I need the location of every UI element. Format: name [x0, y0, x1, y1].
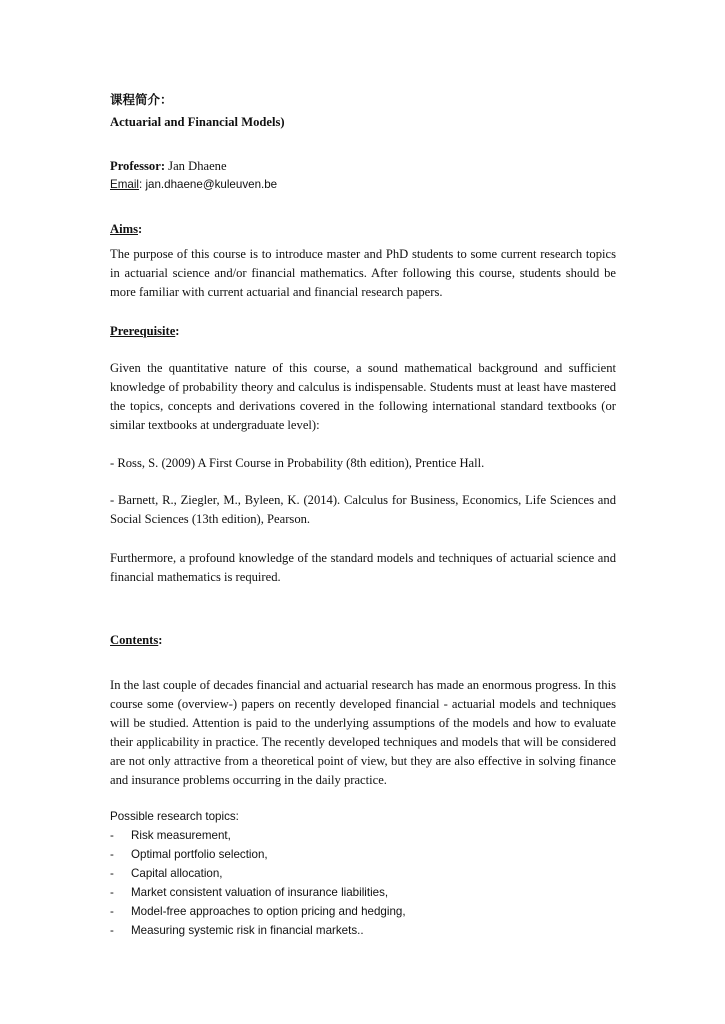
bullet-dash: -	[110, 848, 114, 861]
prerequisite-heading	[110, 322, 616, 341]
topic-text: Capital allocation,	[131, 867, 223, 880]
prerequisite-heading-text: Prerequisite	[110, 324, 176, 338]
list-item	[110, 902, 616, 921]
topic-text: Optimal portfolio selection,	[131, 848, 268, 861]
list-item	[110, 921, 616, 940]
aims-heading-colon: :	[138, 222, 143, 236]
research-topics-label: Possible research topics:	[110, 810, 239, 823]
topic-text: Model-free approaches to option pricing and hedging,	[131, 905, 406, 918]
topic-text: Market consistent valuation of insurance liabilities,	[131, 886, 389, 899]
bullet-dash: -	[110, 905, 114, 918]
contents-heading-text: Contents	[110, 633, 159, 647]
topic-text: Measuring systemic risk in financial markets..	[131, 924, 364, 937]
research-topics-list	[110, 826, 616, 940]
bullet-dash: -	[110, 924, 114, 937]
course-title: Actuarial and Financial Models)	[110, 115, 285, 129]
contents-paragraph: In the last couple of decades financial and actuarial research has made an enormous progress. In this course some (overview-) papers on recently developed financial - actuarial models and techniques will be studied. Attention is paid to the underlying assumptions of the models and how to evaluate their applicability in practice. The recently developed techniques and models that will be considered are not only attractive from a theoretical point of view, but they are also effective in solving finance and insurance problems occurring in the daily practice.	[110, 678, 616, 787]
bullet-dash: -	[110, 829, 114, 842]
course-intro-title: 课程简介：	[110, 92, 173, 107]
aims-heading-text: Aims	[110, 222, 138, 236]
list-item	[110, 864, 616, 883]
prerequisite-heading-colon: :	[175, 324, 180, 338]
contents-heading-colon: :	[158, 633, 163, 647]
aims-paragraph: The purpose of this course is to introduce master and PhD students to some current research topics in actuarial science and/or financial mathematics. After following this course, students should be more familiar with current actuarial and financial research papers.	[110, 247, 616, 299]
professor-name: Jan Dhaene	[165, 159, 227, 173]
list-item	[110, 883, 616, 902]
list-item	[110, 845, 616, 864]
prerequisite-paragraph: Given the quantitative nature of this course, a sound mathematical background and sufficient knowledge of probability theory and calculus is indispensable. Students must at least have mastered the topics, concepts and derivations covered in the following international standard textbooks (or similar textbooks at undergraduate level):	[110, 361, 616, 432]
list-item	[110, 826, 616, 845]
email-separator: :	[139, 178, 146, 191]
topic-text: Risk measurement,	[131, 829, 231, 842]
professor-line	[110, 157, 616, 176]
furthermore-paragraph: Furthermore, a profound knowledge of the standard models and techniques of actuarial science and financial mathematics is required.	[110, 551, 616, 584]
bullet-dash: -	[110, 886, 114, 899]
bullet-dash: -	[110, 867, 114, 880]
email-address[interactable]: jan.dhaene@kuleuven.be	[145, 178, 278, 191]
aims-heading	[110, 220, 616, 239]
email-line	[110, 175, 616, 194]
textbook-barnett: - Barnett, R., Ziegler, M., Byleen, K. (2014). Calculus for Business, Economics, Life Sciences and Social Sciences (13th edition), Pearson.	[110, 493, 616, 526]
professor-label: Professor:	[110, 159, 166, 173]
textbook-ross: - Ross, S. (2009) A First Course in Probability (8th edition), Prentice Hall.	[110, 456, 485, 470]
contents-heading	[110, 631, 616, 650]
email-label: Email	[110, 178, 139, 191]
